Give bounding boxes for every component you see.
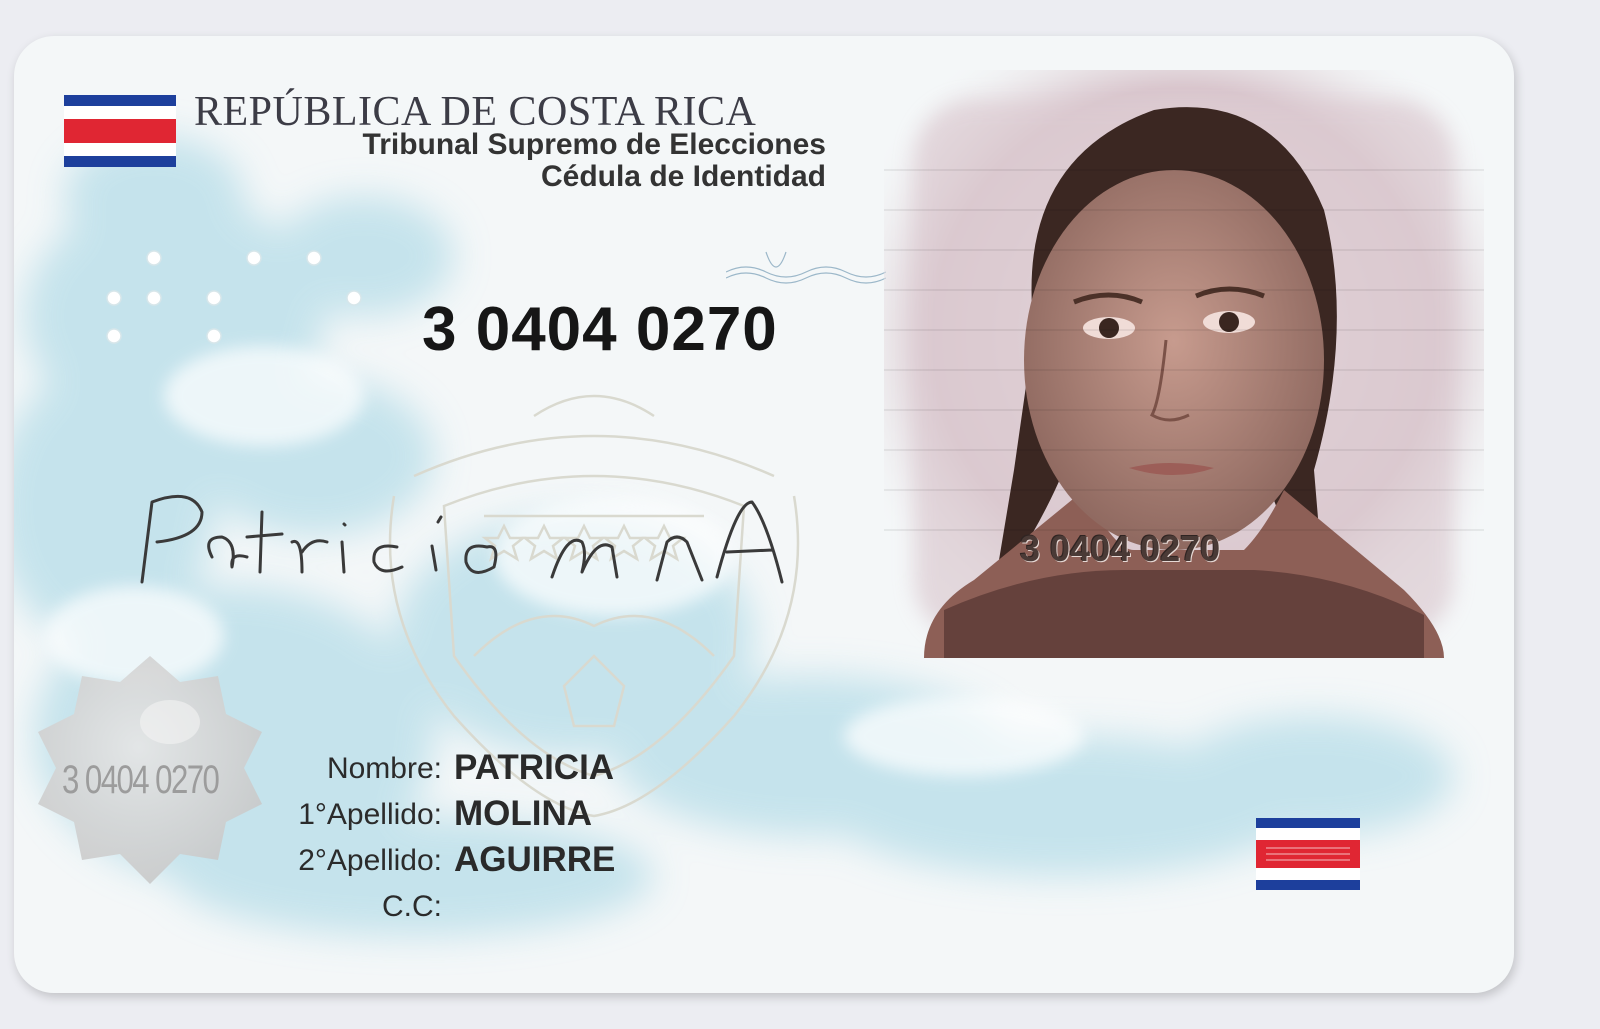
field-label: 2°Apellido: — [298, 844, 442, 877]
field-value: PATRICIA — [454, 748, 615, 787]
id-card — [14, 36, 1514, 993]
small-flag-icon — [1256, 818, 1360, 890]
field-label: Nombre: — [326, 752, 442, 785]
document-type-title: Cédula de Identidad — [540, 160, 826, 193]
field-value: AGUIRRE — [454, 840, 616, 879]
guilloche-decoration — [726, 242, 886, 302]
field-label: C.C: — [382, 890, 442, 923]
photo-id-number: 3 0404 0270 — [1020, 528, 1221, 569]
country-title: REPÚBLICA DE COSTA RICA — [194, 89, 757, 135]
institution-title: Tribunal Supremo de Elecciones — [362, 128, 826, 161]
signature — [112, 482, 792, 592]
hologram-id-number: 3 0404 0270 — [62, 758, 219, 802]
field-value: MOLINA — [454, 794, 593, 833]
id-number: 3 0404 0270 — [422, 295, 778, 364]
field-label: 1°Apellido: — [298, 798, 442, 831]
costa-rica-flag-icon — [64, 95, 176, 171]
